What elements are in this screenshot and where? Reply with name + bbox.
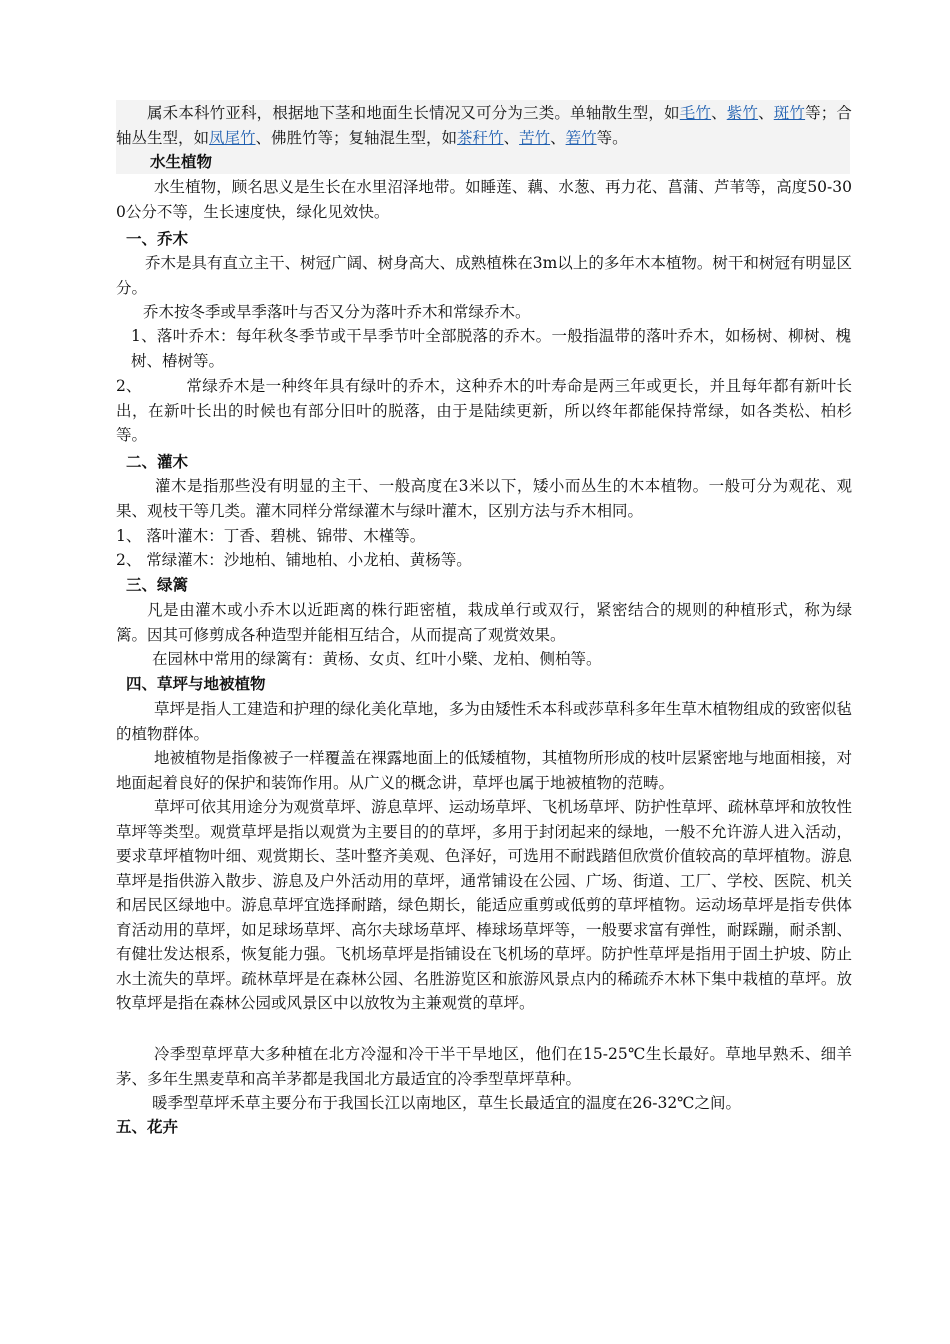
link-banzhu[interactable]: 斑竹: [773, 104, 806, 122]
heading-flowers: 五、花卉: [116, 1118, 179, 1136]
sep: 、: [550, 128, 566, 147]
lawn-paragraph-1: 草坪是指人工建造和护理的绿化美化草地，多为由矮性禾本科或莎草科多年生草木植物组成的致密似毡的植物群体。: [116, 700, 852, 743]
sep: 、: [758, 104, 774, 122]
link-chaganzhu[interactable]: 茶秆竹: [457, 128, 504, 147]
hedge-paragraph-2: 在园林中常用的绿篱有：黄杨、女贞、红叶小檗、龙柏、侧柏等。: [152, 650, 602, 668]
sep: 、: [711, 104, 727, 122]
bamboo-text-2: 等；合轴丛生型，如: [116, 104, 852, 147]
heading-shrubs: 二、灌木: [126, 453, 189, 471]
heading-aquatic: 水生植物: [150, 153, 213, 171]
bamboo-text-3: 、佛胜竹等；复轴混生型，如: [255, 128, 458, 147]
shrubs-paragraph-3: 2、 常绿灌木：沙地柏、铺地柏、小龙柏、黄杨等。: [116, 551, 472, 569]
link-maozhu[interactable]: 毛竹: [679, 104, 712, 122]
bamboo-paragraph: [116, 101, 852, 150]
link-kuzhu[interactable]: 苦竹: [519, 128, 551, 147]
trees-paragraph-1: 乔木是具有直立主干、树冠广阔、树身高大、成熟植株在3m以上的多年木本植物。树干和树冠有明显区分。: [116, 254, 852, 297]
shrubs-paragraph-2: 1、 落叶灌木：丁香、碧桃、锦带、木槿等。: [116, 527, 426, 545]
bamboo-text-4: 等。: [596, 128, 628, 147]
link-ruozhu[interactable]: 箬竹: [565, 128, 597, 147]
hedge-paragraph-1: 凡是由灌木或小乔木以近距离的株行距密植，栽成单行或双行，紧密结合的规则的种植形式，称为绿篱。因其可修剪成各种造型并能相互结合，从而提高了观赏效果。: [116, 601, 852, 644]
heading-lawn: 四、草坪与地被植物: [126, 675, 266, 693]
heading-trees: 一、乔木: [126, 230, 189, 248]
lawn-paragraph-3: 草坪可依其用途分为观赏草坪、游息草坪、运动场草坪、飞机场草坪、防护性草坪、疏林草坪和放牧性草坪等类型。观赏草坪是指以观赏为主要目的的草坪，多用于封闭起来的绿地，一般不允许游人进入活动，要求草坪植物叶细、观赏期长、茎叶整齐美观、色泽好，可选用不耐践踏但欣赏价值较高的草坪植物。游息草坪是指供游入散步、游息及户外活动用的草坪，通常铺设在公园、广场、街道、工厂、学校、医院、机关和居民区绿地中。游息草坪宜选择耐踏，绿色期长，能适应重剪或低剪的草坪植物。运动场草坪是指专供体育活动用的草坪，如足球场草坪、高尔夫球场草坪、棒球场草坪等，一般要求富有弹性，耐踩蹦，耐杀割、有健壮发达根系，恢复能力强。飞机场草坪是指铺设在飞机场的草坪。防护性草坪是指用于固土护坡、防止水土流失的草坪。疏林草坪是在森林公园、名胜游览区和旅游风景点内的稀疏乔木林下集中栽植的草坪。放牧草坪是指在森林公园或风景区中以放牧为主兼观赏的草坪。: [116, 798, 852, 1012]
link-zizhu[interactable]: 紫竹: [726, 104, 759, 122]
heading-hedge: 三、绿篱: [126, 576, 189, 594]
trees-paragraph-3: 1、落叶乔木：每年秋冬季节或干旱季节叶全部脱落的乔木。一般指温带的落叶乔木，如杨树、柳树、槐树、椿树等。: [131, 327, 851, 370]
trees-paragraph-4: [116, 374, 852, 448]
trees-paragraph-4-text: 常绿乔木是一种终年具有绿叶的乔木，这种乔木的叶寿命是两三年或更长，并且每年都有新叶长出，在新叶长出的时候也有部分旧叶的脱落，由于是陆续更新，所以终年都能保持常绿，如各类松、柏杉等。: [116, 377, 852, 444]
lawn-paragraph-4: 冷季型草坪草大多种植在北方冷湿和冷干半干旱地区，他们在15-25℃生长最好。草地早熟禾、细羊茅、多年生黑麦草和高羊茅都是我国北方最适宜的冷季型草坪草种。: [116, 1045, 852, 1088]
sep: 、: [503, 128, 520, 147]
link-fengweizhu[interactable]: 凤尾竹: [209, 128, 256, 147]
shrubs-paragraph-1: 灌木是指那些没有明显的主干、一般高度在3米以下，矮小而丛生的木本植物。一般可分为观花、观果、观枝干等几类。灌木同样分常绿灌木与绿叶灌木，区别方法与乔木相同。: [116, 477, 852, 520]
trees-paragraph-2: 乔木按冬季或旱季落叶与否又分为落叶乔木和常绿乔木。: [143, 303, 531, 321]
lawn-paragraph-5: 暖季型草坪禾草主要分布于我国长江以南地区，草生长最适宜的温度在26-32℃之间。: [152, 1094, 742, 1112]
bamboo-text-1: 属禾本科竹亚科，根据地下茎和地面生长情况又可分为三类。单轴散生型，如: [147, 104, 680, 122]
aquatic-paragraph: 水生植物，顾名思义是生长在水里沼泽地带。如睡莲、藕、水葱、再力花、菖蒲、芦苇等，高度50-300公分不等，生长速度快，绿化见效快。: [116, 178, 852, 221]
lawn-paragraph-2: 地被植物是指像被子一样覆盖在裸露地面上的低矮植物，其植物所形成的枝叶层紧密地与地面相接，对地面起着良好的保护和装饰作用。从广义的概念讲，草坪也属于地被植物的范畴。: [116, 749, 852, 792]
list-number: 2、: [116, 377, 142, 395]
